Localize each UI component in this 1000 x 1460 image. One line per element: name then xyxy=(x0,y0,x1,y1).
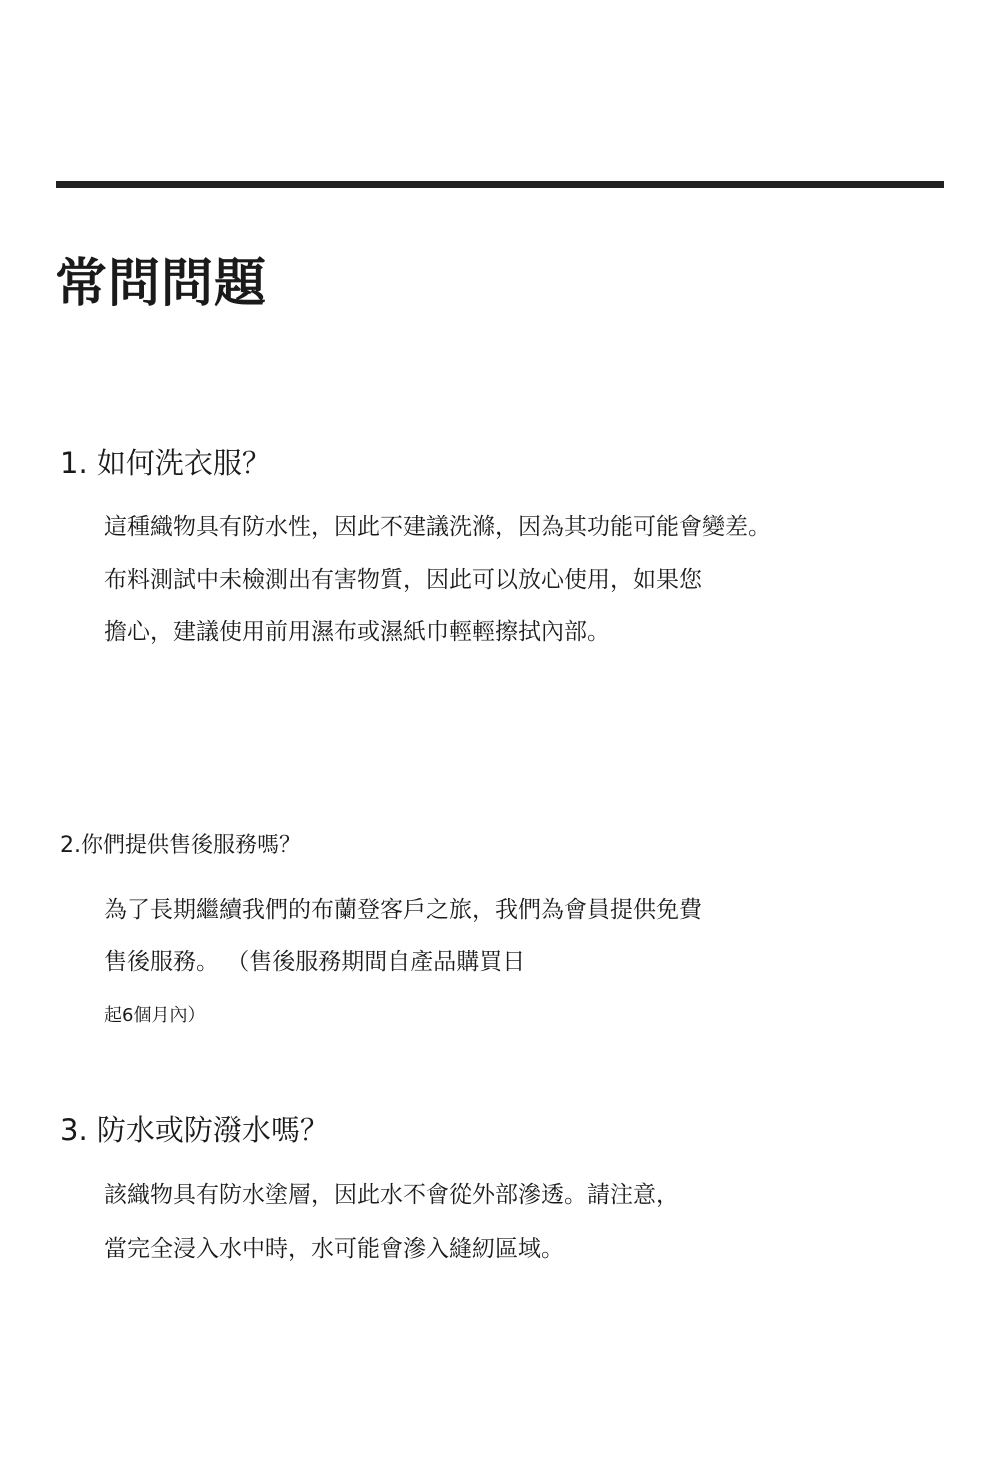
faq-answer-1-line-2: 布料測試中未檢測出有害物質，因此可以放心使用，如果您 xyxy=(104,567,702,593)
faq-answer-3-line-1: 該織物具有防水塗層，因此水不會從外部滲透。請注意， xyxy=(104,1182,679,1208)
faq-question-2: 2.你們提供售後服務嗎？ xyxy=(60,833,301,858)
faq-answer-2-line-3: 起6個月內） xyxy=(104,1005,206,1026)
faq-answer-1-line-3: 擔心，建議使用前用濕布或濕紙巾輕輕擦拭內部。 xyxy=(104,619,610,645)
faq-answer-3-line-2: 當完全浸入水中時，水可能會滲入縫紉區域。 xyxy=(104,1236,564,1262)
faq-answer-2-line-2: 售後服務。 （售後服務期間自產品購買日 xyxy=(104,949,526,975)
faq-answer-1-line-1: 這種織物具有防水性，因此不建議洗滌，因為其功能可能會變差。 xyxy=(104,514,771,540)
page-title: 常問問題 xyxy=(55,254,268,314)
faq-question-1: 1. 如何洗衣服？ xyxy=(60,446,271,480)
faq-answer-2-line-1: 為了長期繼續我們的布蘭登客戶之旅，我們為會員提供免費 xyxy=(104,897,702,923)
top-divider xyxy=(56,181,944,188)
faq-question-3: 3. 防水或防潑水嗎？ xyxy=(60,1113,329,1147)
